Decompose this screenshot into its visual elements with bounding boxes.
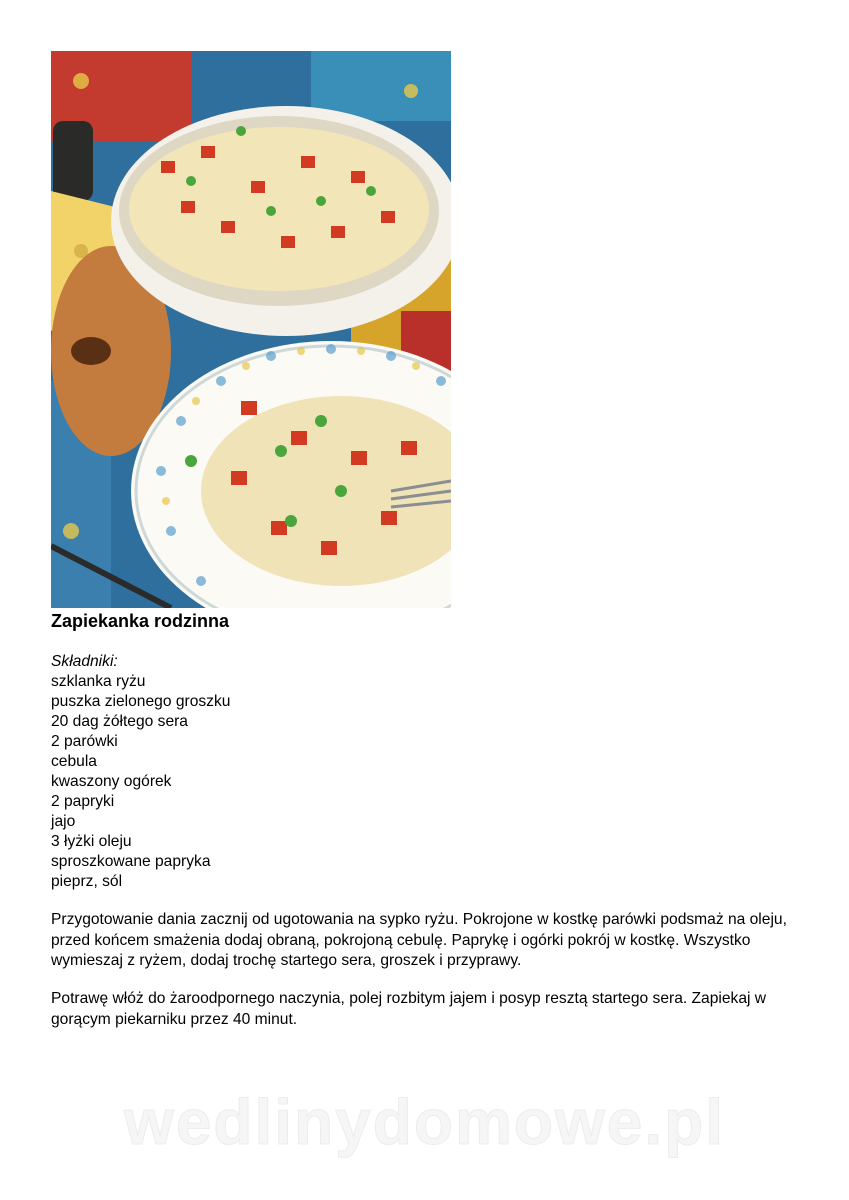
recipe-photo [51, 51, 451, 608]
ingredients-section [51, 652, 230, 892]
ingredient-item: puszka zielonego groszku [51, 693, 231, 710]
ingredients-list [51, 672, 230, 892]
baking-paragraph: Potrawę włóż do żaroodpornego naczynia, polej rozbitym jajem i posyp resztą startego sera. Zapiekaj w gorącym piekarniku przez 40 minut. [51, 990, 767, 1028]
preparation-paragraph: Przygotowanie dania zacznij od ugotowania na sypko ryżu. Pokrojone w kostkę parówki podsmaż na oleju, przed końcem smażenia dodaj obraną, pokrojoną cebulę. Paprykę i ogórki pokrój w kostkę. Wszystko wymieszaj z ryżem, dodaj trochę startego sera, groszek i przyprawy. [51, 911, 787, 969]
ingredients-label: Składniki: [51, 653, 118, 670]
ingredient-item: 2 papryki [51, 793, 115, 810]
ingredient-item: szklanka ryżu [51, 673, 146, 690]
ingredient-item: kwaszony ogórek [51, 773, 172, 790]
ingredient-item: pieprz, sól [51, 873, 123, 890]
ingredient-item: sproszkowane papryka [51, 853, 211, 870]
recipe-title: Zapiekanka rodzinna [51, 611, 230, 631]
ingredient-item: jajo [51, 813, 76, 830]
ingredient-item: 20 dag żółtego sera [51, 713, 188, 730]
ingredient-item: cebula [51, 753, 97, 770]
watermark: wedlinydomowe.pl [124, 1086, 725, 1158]
ingredient-item: 2 parówki [51, 733, 118, 750]
ingredient-item: 3 łyżki oleju [51, 833, 132, 850]
